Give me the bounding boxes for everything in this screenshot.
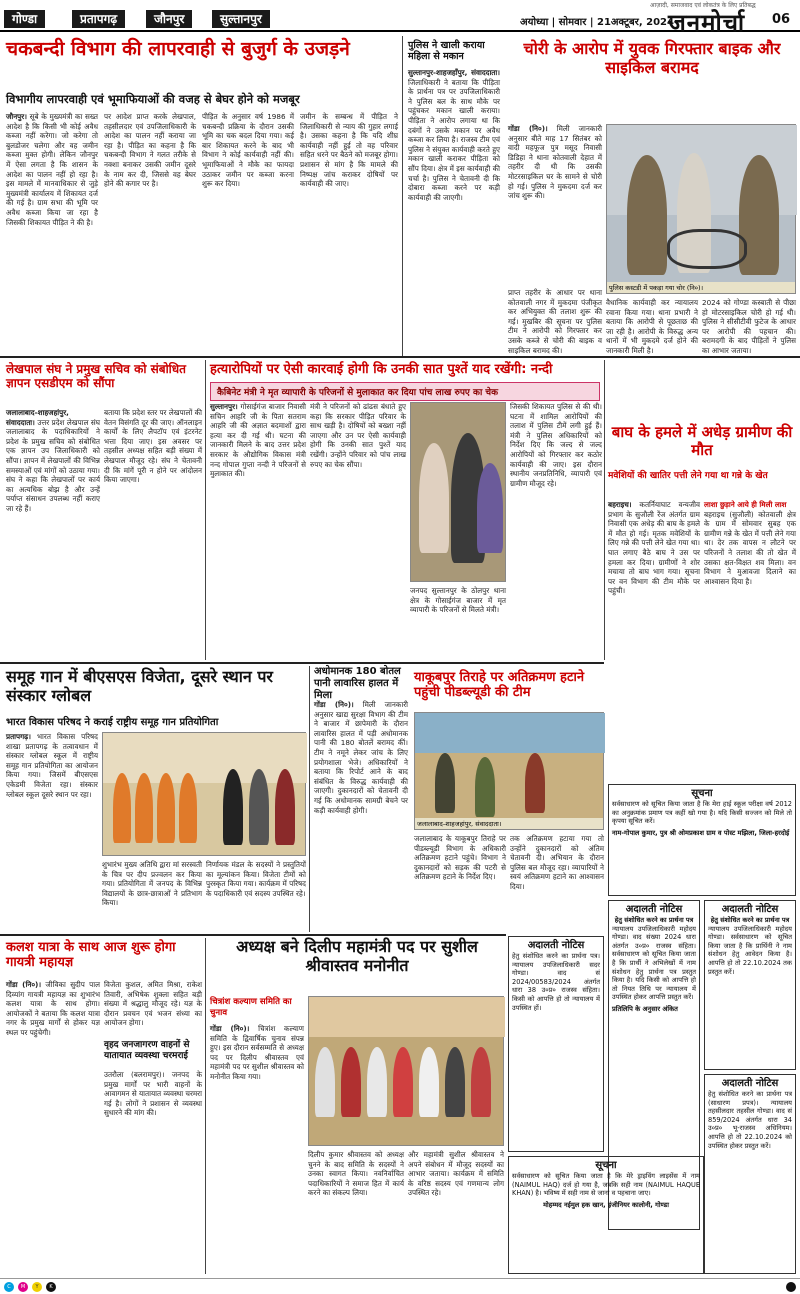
notice-4 [508, 936, 604, 1152]
notice-5-title: अदालती नोटिस [721, 1078, 779, 1089]
notice-1 [608, 784, 796, 896]
story3-photo-caption: पुलिस कस्टडी में पकड़ा गया चोर (नि०)। [607, 282, 795, 293]
notice-3-body: न्यायालय उपजिलाधिकारी महोदय गोण्डा। सर्वसाधारण को सूचित किया जाता है कि प्रार्थिनी ने नाम संशोधन हेतु आवेदन किया है। आपत्ति हो तो 22.10.2024 तक प्रस्तुत करें। [708, 924, 792, 976]
notice-3-title: अदालती नोटिस [721, 904, 779, 915]
story3-col4: 2024 को गोण्डा कस्बाती से पीछा हो मोटरसाइकिल चोरी हो गई थी। पुलिस ने सीसीटीवी फुटेज के आधार पर आरोपी की पहचान की। बरामदगी के बाद पीड़ितों ने पुलिस का आभार जताया। [702, 298, 796, 355]
story8-dateline: गोंडा (नि०)। [314, 700, 354, 709]
photo-person [223, 769, 243, 845]
story1-col2: पर आदेश प्राप्त करके लेखपाल, तहसीलदार एवं उपजिलाधिकारी के आदेश का पालन नहीं कराया जा रहा है। पीड़ित का कहना है कि चकबन्दी विभाग ने गलत तरीके से नक्शा बनाकर उसकी जमीन दूसरे के नाम कर दी, जिससे वह बेघर होने की कगार पर है। [104, 112, 196, 189]
notice-2-subtitle: हेतु संशोधित करने का प्रार्थना पत्र [614, 916, 694, 924]
notice-6-sign: मोहम्मद नईमुल हक खान, इंजीनियर कालोनी, गोण्डा [543, 1200, 669, 1209]
story7-subhead: भारत विकास परिषद ने कराई राष्ट्रीय समूह गान प्रतियोगिता [6, 717, 219, 728]
masthead [0, 0, 800, 37]
photo-person [445, 1047, 465, 1117]
story7-photo [102, 732, 306, 856]
story10-headline: कलश यात्रा के साथ आज शुरू होगा गायत्री महायज्ञ [6, 940, 176, 971]
photo-person [627, 155, 667, 275]
story11-col1-text: चित्रांश कल्याण समिति के द्विवार्षिक चुनाव संपन्न हुए। इस दौरान सर्वसम्मति से अध्यक्ष पद पर दिलीप श्रीवास्तव एवं महामंत्री पद पर सुशील श्रीवास्तव को मनोनीत किया गया। [210, 1024, 305, 1081]
section-tab-gonda[interactable]: गोण्डा [4, 10, 45, 28]
story4-dateline: जलालाबाद-शाहजहांपुर, संवाददाता। [6, 408, 69, 427]
story7-col2: शुभारंभ मुख्य अतिथि द्वारा मां सरस्वती के चित्र पर दीप प्रज्वलन कर किया गया। प्रतियोगिता में जनपद के विभिन्न विद्यालयों के छात्र-छात्राओं ने प्रतिभाग किया। [102, 860, 202, 908]
story2-text: जिलाधिकारी ने बताया कि पीड़िता के प्रार्थना पत्र पर उपजिलाधिकारी ने पुलिस बल के साथ मौके पर पहुंचकर मकान खाली कराया। पीड़िता ने आरोप लगाया था कि दबंगों ने उसके मकान पर अवैध कब्जा कर लिया है। राजस्व टीम एवं पुलिस ने संयुक्त कार्यवाही करते हुए मकान खाली कराकर पीड़िता को सौंप दिया। क्षेत्र में इस कार्यवाही की चर्चा है। पुलिस ने चेतावनी दी कि दोबारा कब्जा करने पर कड़ी कार्यवाही की जाएगी। [408, 77, 500, 202]
photo-person [419, 443, 449, 553]
page-number: 06 [772, 12, 791, 27]
photo-person [113, 773, 131, 843]
story3-col3: वैधानिक कार्यवाही कर न्यायालय रवाना किया गया। थाना प्रभारी ने बताया कि आरोपी से पूछताछ की जा रही है। आरोपी के विरुद्ध अन्य थानों में भी मुकदमे दर्ज होने की जानकारी मिली है। [606, 298, 698, 355]
story11-col1 [210, 1024, 304, 1274]
story1-subhead: विभागीय लापरवाही एवं भूमाफियाओं की वजह से बेघर होने को मजबूर [6, 92, 300, 106]
story7-col1 [6, 732, 98, 932]
notice-2-title: अदालती नोटिस [625, 904, 683, 915]
notice-5-body: हेतु संशोधित करने का प्रार्थना पत्र (साधारण प्रपत्र)। न्यायालय तहसीलदार तहसील गोण्डा। वाद सं 859/2024 अंतर्गत धारा 34 उ०प्र० भू-राजस्व अधिनियम। आपत्ति हो तो 22.10.2024 को उपस्थित होकर प्रस्तुत करें। [708, 1090, 792, 1150]
photo-person [315, 1047, 335, 1117]
notice-6 [508, 1156, 704, 1274]
story10-col2b: उतरौला (बलरामपुर)। जनपद के प्रमुख मार्गों पर भारी वाहनों के आवागमन से यातायात व्यवस्था चरमरा गई है। लोगों ने प्रशासन से व्यवस्था सुधारने की मांग की। [104, 1070, 202, 1118]
story2-dateline: सुल्तानपुर-शाहजहाँपुर, संवाददाता। [408, 68, 500, 77]
photo-stage [103, 733, 307, 783]
photo-wall [309, 997, 505, 1037]
story3-dateline: गोंडा (नि०)। [508, 124, 548, 133]
section-divider [0, 934, 506, 936]
section-divider [0, 356, 800, 358]
story1-dateline: जौनपुर। [6, 112, 27, 121]
registration-dot-black: K [46, 1282, 56, 1292]
story5-col2: मंत्री ने परिजनों को ढांढस बंधाते हुए कहा कि सरकार पीड़ित परिवार के साथ खड़ी है। दोषियों को बख्शा नहीं जाएगा और उन पर ऐसी कार्यवाही होगी कि उनकी सात पुश्तें याद रखेंगी। उन्होंने परिवार को पांच लाख रुपए का चेक सौंपा। [310, 402, 406, 469]
story8-text: मिली जानकारी अनुसार खाद्य सुरक्षा विभाग की टीम ने बाजार में छापेमारी के दौरान लावारिस हालत में पड़ी अधोमानक पानी की 180 बोतलें बरामद कीं। टीम ने नमूने लेकर जांच के लिए प्रयोगशाला भेजे। अधिकारियों ने बताया कि रिपोर्ट आने के बाद संबंधित के विरुद्ध कार्यवाही की जाएगी। दुकानदारों को चेतावनी दी गई कि अधोमानक सामग्री बेचने पर कड़ी कार्यवाही होगी। [314, 700, 408, 815]
story5-col1 [210, 402, 306, 660]
story10-col2: विजेता कुशल, अमित मिश्रा, राकेश तिवारी, अभिषेक शुक्ला सहित बड़ी संख्या में श्रद्धालु मौजूद रहे। यज्ञ के दौरान प्रवचन एवं भजन संध्या का आयोजन होगा। [104, 980, 202, 1028]
column-divider [205, 360, 206, 660]
notice-3-subtitle: हेतु संशोधित करने का प्रार्थना पत्र [710, 916, 790, 924]
section-divider [0, 662, 604, 664]
photo-sky [415, 713, 605, 753]
story11-dateline: गोंडा (नि०)। [210, 1024, 250, 1033]
notice-2-sign: प्रतिलिपि के अनुसार अंकित [612, 1004, 678, 1013]
story5-col3: जिसकी शिकायत पुलिस से की थी। घटना में शामिल आरोपियों की तलाश में पुलिस टीमें लगी हुई हैं। मंत्री ने पुलिस अधिकारियों को निर्देश दिए कि जल्द से जल्द आरोपियों को गिरफ्तार कर कठोर कार्यवाही की जाए। इस दौरान स्थानीय जनप्रतिनिधि, व्यापारी एवं ग्रामीण मौजूद रहे। [510, 402, 602, 488]
photo-person [525, 753, 545, 813]
masthead-logo: जनमोर्चा [668, 8, 746, 37]
photo-person [471, 1047, 491, 1117]
masthead-date: अयोध्या | सोमवार | 21अक्टूबर, 2024 [520, 17, 674, 28]
story5-photo [410, 402, 506, 582]
story6-col1 [608, 500, 700, 780]
story6-col2 [704, 500, 796, 780]
story4-col2: बताया कि प्रदेश स्तर पर लेखपालों की वेतन विसंगति दूर की जाए। ऑनलाइन कार्यों के लिए लैपटॉप एवं इंटरनेट भत्ता दिया जाए। इस अवसर पर तहसील अध्यक्ष सहित बड़ी संख्या में लेखपाल मौजूद रहे। संघ ने चेतावनी दी कि मांगें पूरी न होने पर आंदोलन किया जाएगा। [104, 408, 202, 485]
story3-photo [606, 124, 796, 294]
story7-headline: समूह गान में बीएसएस विजेता, दूसरे स्थान पर संस्कार ग्लोबल [6, 667, 273, 705]
photo-person [475, 757, 495, 817]
story11-headline: अध्यक्ष बने दिलीप महामंत्री पद पर सुशील श्रीवास्तव मनोनीत [236, 937, 478, 975]
notice-1-sign: नाम-गोपाल कुमार, पुत्र श्री ओमप्रकाश ग्राम व पोस्ट मझिला, जिला-हरदोई [612, 828, 790, 837]
notice-1-body: सर्वसाधारण को सूचित किया जाता है कि मेरा हाई स्कूल परीक्षा वर्ष 2012 का अनुक्रमांक प्रमाण पत्र कहीं खो गया है। यदि किसी सज्जन को मिले तो कृपया सूचित करें। [612, 800, 792, 826]
story10-col1 [6, 980, 100, 1274]
photo-person [367, 1047, 387, 1117]
story11-photo [308, 996, 504, 1146]
photo-person [249, 769, 269, 845]
photo-person [135, 773, 153, 843]
column-divider [309, 666, 310, 932]
story8-headline: अधोमानक 180 बोतल पानी लावारिस हालत में मिला [314, 666, 401, 701]
column-divider [205, 938, 206, 1274]
notice-4-title: अदालती नोटिस [527, 940, 585, 951]
photo-person [179, 773, 197, 843]
story3-col2: प्राप्त तहरीर के आधार पर थाना कोतवाली नगर में मुकदमा पंजीकृत कर अभियुक्त की तलाश शुरू की गई। मुखबिर की सूचना पर पुलिस टीम ने आरोपी को गिरफ्तार कर उसके कब्जे से चोरी की बाइक व साइकिल बरामद की। [508, 288, 602, 355]
story6-col1-text: कतर्नियाघाट वन्यजीव प्रभाग के सुजौली रेंज अंतर्गत ग्राम निवासी एक अधेड़ की बाघ के हमले में मौत हो गई। मृतक मवेशियों के लिए गन्ने की पत्ती लेने खेत गया था। घात लगाए बैठे बाघ ने उस पर हमला कर दिया। ग्रामीणों ने शोर मचाया तो बाघ भाग गया। सूचना पर वन विभाग की टीम मौके पर पहुंची। [608, 500, 700, 596]
photo-person [393, 1047, 413, 1117]
column-divider [402, 36, 403, 356]
story8-body [314, 700, 408, 932]
registration-dot-magenta: M [18, 1282, 28, 1292]
story9-col2: तक अतिक्रमण हटाया गया तो उन्होंने दुकानदारों को अंतिम चेतावनी दी। अभियान के दौरान पुलिस बल मौजूद रहा। व्यापारियों ने स्वयं अतिक्रमण हटाने का आश्वासन दिया। [510, 834, 604, 891]
masthead-tagline: आज़ादी, समाजवाद एवं लोकतंत्र के लिए प्रतिबद्ध [650, 2, 756, 9]
story5-kicker: कैबिनेट मंत्री ने मृत व्यापारी के परिजनों से मुलाकात कर दिया पांच लाख रुपए का चेक [210, 382, 600, 401]
notice-6-body: सर्वसाधारण को सूचित किया जाता है कि मेरे ड्राइविंग लाइसेंस में नाम (NAIMUL HAQ) दर्ज हो गया है, जबकि सही नाम (NAIMUL HAQUE KHAN) है। भविष्य में सही नाम से जाना व पहचाना जाए। [512, 1172, 700, 1198]
notice-5 [704, 1074, 796, 1274]
story7-col1-text: भारत विकास परिषद शाखा प्रतापगढ़ के तत्वावधान में संस्कार ग्लोबल स्कूल में राष्ट्रीय समूह गान प्रतियोगिता का आयोजन किया गया। जिसमें बीएसएस एकेडमी विजेता रहा। संस्कार ग्लोबल स्कूल दूसरे स्थान पर रहा। [6, 732, 98, 799]
story4-headline: लेखपाल संघ ने प्रमुख सचिव को संबोधित ज्ञापन एसडीएम को सौंपा [6, 362, 186, 391]
story3-col1 [508, 124, 602, 282]
registration-dot-yellow: Y [32, 1282, 42, 1292]
photo-person [419, 1047, 439, 1117]
photo-person [275, 769, 295, 845]
story6-headline: बाघ के हमले में अधेड़ ग्रामीण की मौत [611, 423, 793, 459]
story9-col1: जलालाबाद के याकूबपुर तिराहे पर पीडब्ल्यूडी विभाग के अधिकारी अतिक्रमण हटाने पहुंचे। विभाग ने दुकानदारों को सड़क की पटरी से अतिक्रमण हटाने के निर्देश दिए। [414, 834, 506, 882]
story5-headline: हत्यारोपियों पर ऐसी कारवाई होगी कि उनकी सात पुश्तें याद रखेंगी: नन्दी [210, 362, 553, 377]
section-tab-jaunpur[interactable]: जौनपुर [146, 10, 192, 28]
story1-headline: चकबन्दी विभाग की लापरवाही से बुजुर्ग के उजड़ने [6, 38, 350, 60]
photo-person [477, 463, 503, 553]
notice-3 [704, 900, 796, 1070]
story5-dateline: सुल्तानपुर। [210, 402, 238, 411]
story7-col3: निर्णायक मंडल के सदस्यों ने प्रस्तुतियों का मूल्यांकन किया। विजेता टीमों को पुरस्कृत किया गया। कार्यक्रम में परिषद के पदाधिकारी एवं सदस्य उपस्थित रहे। [206, 860, 306, 898]
story9-photo [414, 712, 604, 830]
registration-dot-cyan: C [4, 1282, 14, 1292]
story11-col2: दिलीप कुमार श्रीवास्तव को अध्यक्ष चुनने के बाद समिति के सदस्यों ने उनका स्वागत किया। नवनिर्वाचित पदाधिकारियों ने समाज हित में कार्य करने का संकल्प लिया। [308, 1150, 404, 1198]
photo-bicycle [667, 229, 747, 269]
story5-photo-caption: जनपद सुल्तानपुर के ठोलपुर थाना क्षेत्र के गोसाईगंज बाजार में मृत व्यापारी के परिजनों से मिलते मंत्री। [410, 586, 506, 615]
story9-photo-caption: जलालाबाद-शाहजहांपुर, संवाददाता। [415, 818, 603, 829]
story4-col1-text: उत्तर प्रदेश लेखपाल संघ जलालाबाद के पदाधिकारियों ने प्रदेश के प्रमुख सचिव को संबोधित एक ज्ञापन उप जिलाधिकारी को सौंपा। ज्ञापन में लेखपालों की विभिन्न समस्याओं एवं मांगों को उठाया गया। संघ ने कहा कि लेखपालों पर कार्य का अत्यधिक बोझ है और उन्हें पर्याप्त संसाधन उपलब्ध नहीं कराए जा रहे हैं। [6, 417, 100, 513]
story1-col3: पीड़ित के अनुसार वर्ष 1986 में चकबन्दी प्रक्रिया के दौरान उसकी भूमि का चक बदल दिया गया। कई बार शिकायत करने के बाद भी विभाग ने कोई कार्यवाही नहीं की। भूमाफियाओं ने मौके का फायदा उठाकर जमीन पर कब्जा करना शुरू कर दिया। [202, 112, 294, 189]
notice-6-title: सूचना [595, 1160, 617, 1171]
story7-dateline: प्रतापगढ़। [6, 732, 31, 741]
story10-col2-kicker: वृहद जनजागरण वाहनों से यातायात व्यवस्था चरमराई [104, 1040, 190, 1061]
footer [0, 1278, 800, 1294]
section-tab-pratapgarh[interactable]: प्रतापगढ़ [72, 10, 125, 28]
story4-col1 [6, 408, 100, 658]
story6-col2-text: बहराइच (सुजौली) कोतवाली क्षेत्र के ग्राम में सोमवार सुबह एक ग्रामीण गन्ने के खेत में पत्ती लेने गया था। देर तक वापस न लौटने पर परिजनों ने तलाश की तो खेत में उसका क्षत-विक्षत शव मिला। वन विभाग ने मुआवजा दिलाने का आश्वासन दिया है। [704, 509, 796, 586]
story3-col1-text: मिली जानकारी अनुसार बीते माह 17 सितंबर को वादी महफूज पुत्र मसूद निवासी डिडिहा ने थाना कोतवाली देहात में तहरीर दी थी कि उसकी मोटरसाइकिल घर के सामने से चोरी हो गई। पुलिस ने मुकदमा दर्ज कर जांच शुरू की। [508, 124, 602, 201]
column-divider [604, 360, 605, 660]
story6-subhead: मवेशियों की खातिर पत्ती लेने गया था गन्ने के खेत [608, 471, 768, 481]
notice-1-title: सूचना [691, 788, 713, 799]
story2-body [408, 68, 500, 350]
story10-dateline: गोंडा (नि०)। [6, 980, 42, 989]
story1-col1 [6, 112, 98, 348]
story10-col1-text: जीविका सुदीप पाल दिव्यांग गायत्री महायज्ञ का शुभारंभ कलश यात्रा के साथ होगा। आयोजकों ने बताया कि कलश यात्रा नगर के प्रमुख मार्गों से होकर यज्ञ स्थल पर पहुंचेगी। [6, 980, 100, 1037]
story9-headline: याकूबपुर तिराहे पर अतिक्रमण हटाने पहुंची पीडब्ल्यूडी की टीम [414, 670, 585, 701]
story11-kicker: चित्रांश कल्याण समिति का चुनाव [210, 997, 292, 1018]
photo-person [435, 753, 455, 813]
story6-dateline: बहराइच। [608, 500, 632, 509]
story11-col3: और महामंत्री सुशील श्रीवास्तव ने अपने संबोधन में मौजूद सदस्यों का आभार जताया। कार्यक्रम में समिति के वरिष्ठ सदस्य एवं गणमान्य लोग उपस्थित रहे। [408, 1150, 504, 1198]
notice-4-body: हेतु संशोधित करने का प्रार्थना पत्र। न्यायालय उपजिलाधिकारी सदर गोण्डा। वाद सं 2024/00583/2024 अंतर्गत धारा 38 उ०प्र० राजस्व संहिता। किसी को आपत्ति हो तो न्यायालय में उपस्थित हों। [512, 952, 600, 1012]
story1-col4: जमीन के सम्बन्ध में पीड़ित ने जिलाधिकारी से न्याय की गुहार लगाई है। उसका कहना है कि यदि शीघ्र कार्यवाही नहीं हुई तो वह परिवार सहित धरने पर बैठने को मजबूर होगा। प्रशासन से मांग है कि मामले की निष्पक्ष जांच कराकर दोषियों पर कार्यवाही की जाए। [300, 112, 398, 189]
story2-headline: पुलिस ने खाली कराया महिला से मकान [408, 40, 485, 63]
photo-person [157, 773, 175, 843]
registration-mark [786, 1282, 796, 1292]
story1-col1-text: सूबे के मुख्यमंत्री का सख्त आदेश है कि किसी भी कोई अवैध कब्जा नहीं करेगा। जो करेगा तो बुलडोजर चलेगा और वह जमीन कब्जा मुक्त होगी। लेकिन जौनपुर में ऐसा लगता है कि शासन के आदेश का पालन नहीं हो रहा है। इस मामले में मानवाधिकार से जुड़े मुख्यमंत्री कार्यालय में शिकायत दर्ज की गई है। ग्राम सभा की भूमि पर अवैध कब्जा किया जा रहा है जिसकी शिकायत पीड़ित ने की है। [6, 112, 98, 227]
notice-2-body: न्यायालय उपजिलाधिकारी महोदय गोण्डा। वाद संख्या 2024 धारा अंतर्गत उ०प्र० राजस्व संहिता। सर्वसाधारण को सूचित किया जाता है कि प्रार्थी ने अभिलेखों में नाम संशोधन हेतु प्रार्थना पत्र प्रस्तुत किया है। यदि किसी को आपत्ति हो तो नियत तिथि पर न्यायालय में उपस्थित होकर आपत्ति प्रस्तुत करें। [612, 924, 696, 1002]
section-tab-sultanpur[interactable]: सुल्तानपुर [212, 10, 270, 28]
photo-person [341, 1047, 361, 1117]
story6-col2-kicker: लाशा छुड़ाने आये ही मिली लाश [704, 500, 787, 509]
story5-col1-text: गोसाईगंज बाजार निवासी सचिन आहरि जी के पिता सतराम आहरि जी की अज्ञात बदमाशों द्वारा हत्या कर दी गई थी। घटना की जानकारी मिलने के बाद उत्तर प्रदेश सरकार के औद्योगिक विकास मंत्री नन्द गोपाल गुप्ता नन्दी ने परिजनों से मुलाकात की। [210, 402, 306, 479]
story3-headline: चोरी के आरोप में युवक गिरफ्तार बाइक और साइकिल बरामद [523, 39, 781, 77]
